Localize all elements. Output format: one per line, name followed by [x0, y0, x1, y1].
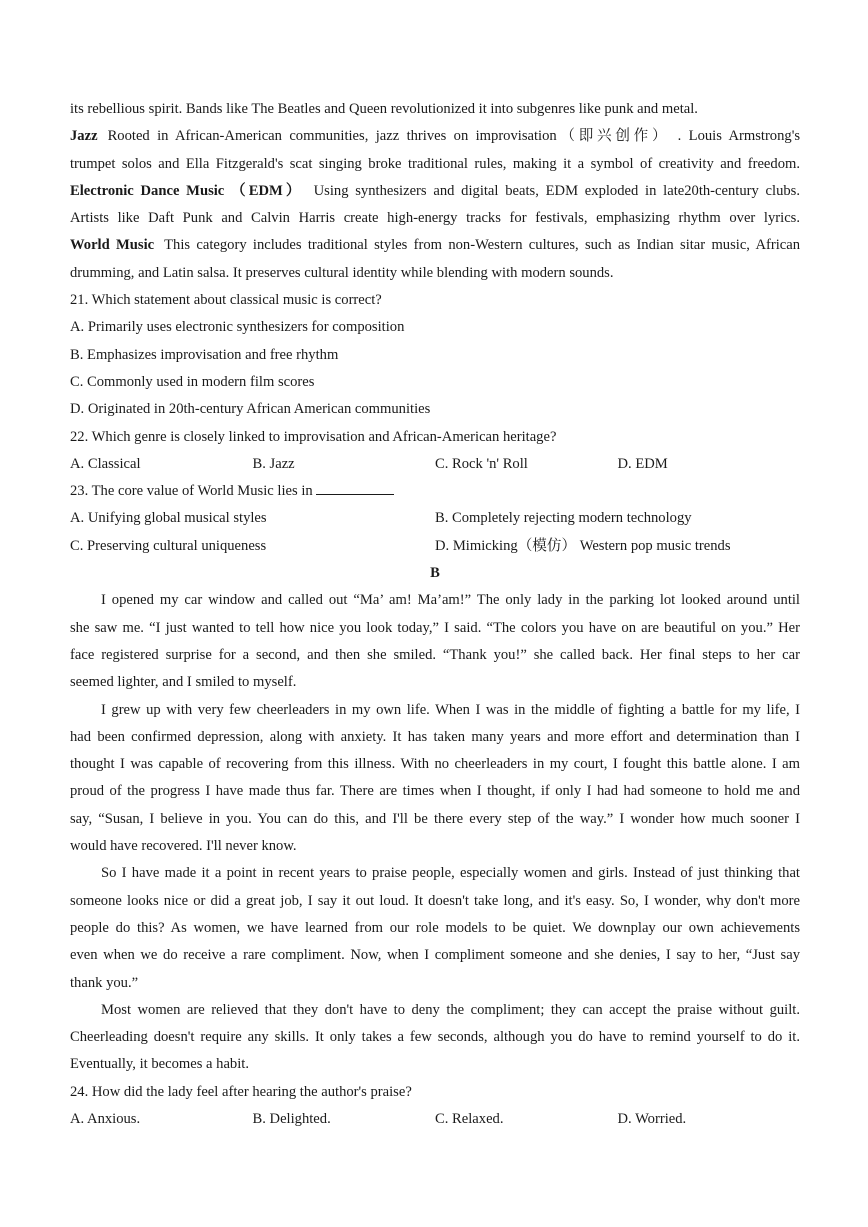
q22-option-c: C. Rock 'n' Roll	[435, 455, 528, 472]
text-line: Artists like Daft Punk and Calvin Harris create high-energy tracks for festivals, emphasizing rhythm over lyrics.	[70, 210, 800, 227]
q24-option-a: A. Anxious.	[70, 1110, 141, 1127]
answer-blank	[316, 480, 394, 495]
q23-option-a: A. Unifying global musical styles	[70, 510, 267, 527]
world-paragraph	[70, 232, 800, 259]
text-line: seemed lighter, and I smiled to myself.	[70, 674, 297, 691]
text-line: I opened my car window and called out “Ma’ am! Ma’am!” The only lady in the parking lot looked around until	[101, 592, 800, 609]
question-21-stem: 21. Which statement about classical music is correct?	[70, 292, 382, 309]
text-line: face registered surprise for a second, and then she smiled. “Thank you!” she called back. Her final steps to her car	[70, 646, 800, 663]
passage-b-paragraph-4	[70, 997, 800, 1079]
text-line: Using synthesizers and digital beats, EDM exploded in late20th-century clubs.	[313, 182, 800, 199]
genre-heading-edm: Electronic Dance Music （EDM）	[70, 182, 304, 199]
text-line: even when we do receive a rare compliment. Now, when I compliment someone and she denies, I say to her, “Just say	[70, 947, 800, 964]
text-line: proud of the progress I have made thus far. There are times when I thought, if only I had had someone to hold me and	[70, 783, 800, 800]
text-line: say, “Susan, I believe in you. You can do this, and I'll be there every step of the way.” I wonder how much sooner I	[70, 810, 800, 827]
passage-b-paragraph-3	[70, 860, 800, 996]
text-line: had been confirmed depression, along with anxiety. It has taken many years and more effort and determination than I	[70, 728, 800, 745]
text-line: This category includes traditional styles from non-Western cultures, such as Indian sitar music, African	[164, 237, 800, 254]
text-line: its rebellious spirit. Bands like The Beatles and Queen revolutionized it into subgenres like punk and metal.	[70, 101, 698, 117]
q21-option-b: B. Emphasizes improvisation and free rhythm	[70, 346, 339, 363]
text-line: she saw me. “I just wanted to tell how nice you look today,” I said. “The colors you have on are beautiful on you.” Her	[70, 619, 800, 636]
edm-paragraph	[70, 178, 800, 205]
text-line: trumpet solos and Ella Fitzgerald's scat singing broke traditional rules, making it a symbol of creativity and freedom.	[70, 155, 800, 172]
question-24-stem: 24. How did the lady feel after hearing the author's praise?	[70, 1083, 412, 1100]
passage-b-paragraph-2	[70, 697, 800, 861]
genre-heading-jazz: Jazz	[70, 128, 98, 145]
text-line: thank you.”	[70, 974, 139, 991]
section-heading-b: B	[430, 565, 440, 582]
text-line: Most women are relieved that they don't have to deny the compliment; they can accept the praise without guilt.	[101, 1001, 800, 1018]
q22-option-b: B. Jazz	[252, 455, 295, 472]
genre-heading-world: World Music	[70, 237, 155, 254]
question-22-stem: 22. Which genre is closely linked to improvisation and African-American heritage?	[70, 428, 557, 445]
q23-options-row2	[70, 533, 800, 560]
q23-option-b: B. Completely rejecting modern technology	[435, 510, 692, 527]
q24-option-b: B. Delighted.	[252, 1110, 331, 1127]
passage-b-paragraph-1	[70, 587, 800, 696]
text-line: would have recovered. I'll never know.	[70, 838, 297, 855]
text-line: thought I was capable of recovering from this illness. With no cheerleaders in my court, I fought this battle alone. I am	[70, 756, 800, 773]
q24-option-c: C. Relaxed.	[435, 1110, 504, 1127]
q24-options	[70, 1106, 800, 1133]
q21-option-a: A. Primarily uses electronic synthesizers for composition	[70, 319, 405, 336]
text-line: Eventually, it becomes a habit.	[70, 1056, 249, 1073]
q23-options-row1	[70, 505, 800, 532]
q23-option-d: D. Mimicking（模仿） Western pop music trends	[435, 537, 731, 554]
text-line: So I have made it a point in recent years to praise people, especially women and girls. Instead of just thinking that	[101, 865, 800, 882]
q23-option-c: C. Preserving cultural uniqueness	[70, 537, 267, 554]
q22-option-a: A. Classical	[70, 455, 141, 472]
question-23-row	[70, 478, 800, 505]
document-page	[70, 96, 800, 1133]
jazz-paragraph	[70, 123, 800, 150]
text-line: Rooted in African-American communities, jazz thrives on improvisation（即兴创作） . Louis Armstrong's	[107, 128, 800, 145]
q24-option-d: D. Worried.	[617, 1110, 687, 1127]
q21-option-c: C. Commonly used in modern film scores	[70, 373, 315, 390]
text-line: Cheerleading doesn't require any skills. It only takes a few seconds, although you do have to remind yourself to do it.	[70, 1029, 800, 1046]
text-line: drumming, and Latin salsa. It preserves cultural identity while blending with modern sounds.	[70, 264, 614, 281]
q22-options	[70, 451, 800, 478]
q22-option-d: D. EDM	[617, 455, 668, 472]
text-line: people do this? As women, we have learned from our role models to be quiet. We downplay our own achievements	[70, 919, 800, 936]
q21-option-d: D. Originated in 20th-century African American communities	[70, 401, 431, 418]
question-23-stem: 23. The core value of World Music lies in	[70, 483, 313, 500]
text-line: I grew up with very few cheerleaders in my own life. When I was in the middle of fighting a battle for my life, I	[101, 701, 800, 718]
text-line: someone looks nice or did a great job, I say it out loud. It doesn't take long, and it's easy. So, I wonder, why don't more	[70, 892, 800, 909]
